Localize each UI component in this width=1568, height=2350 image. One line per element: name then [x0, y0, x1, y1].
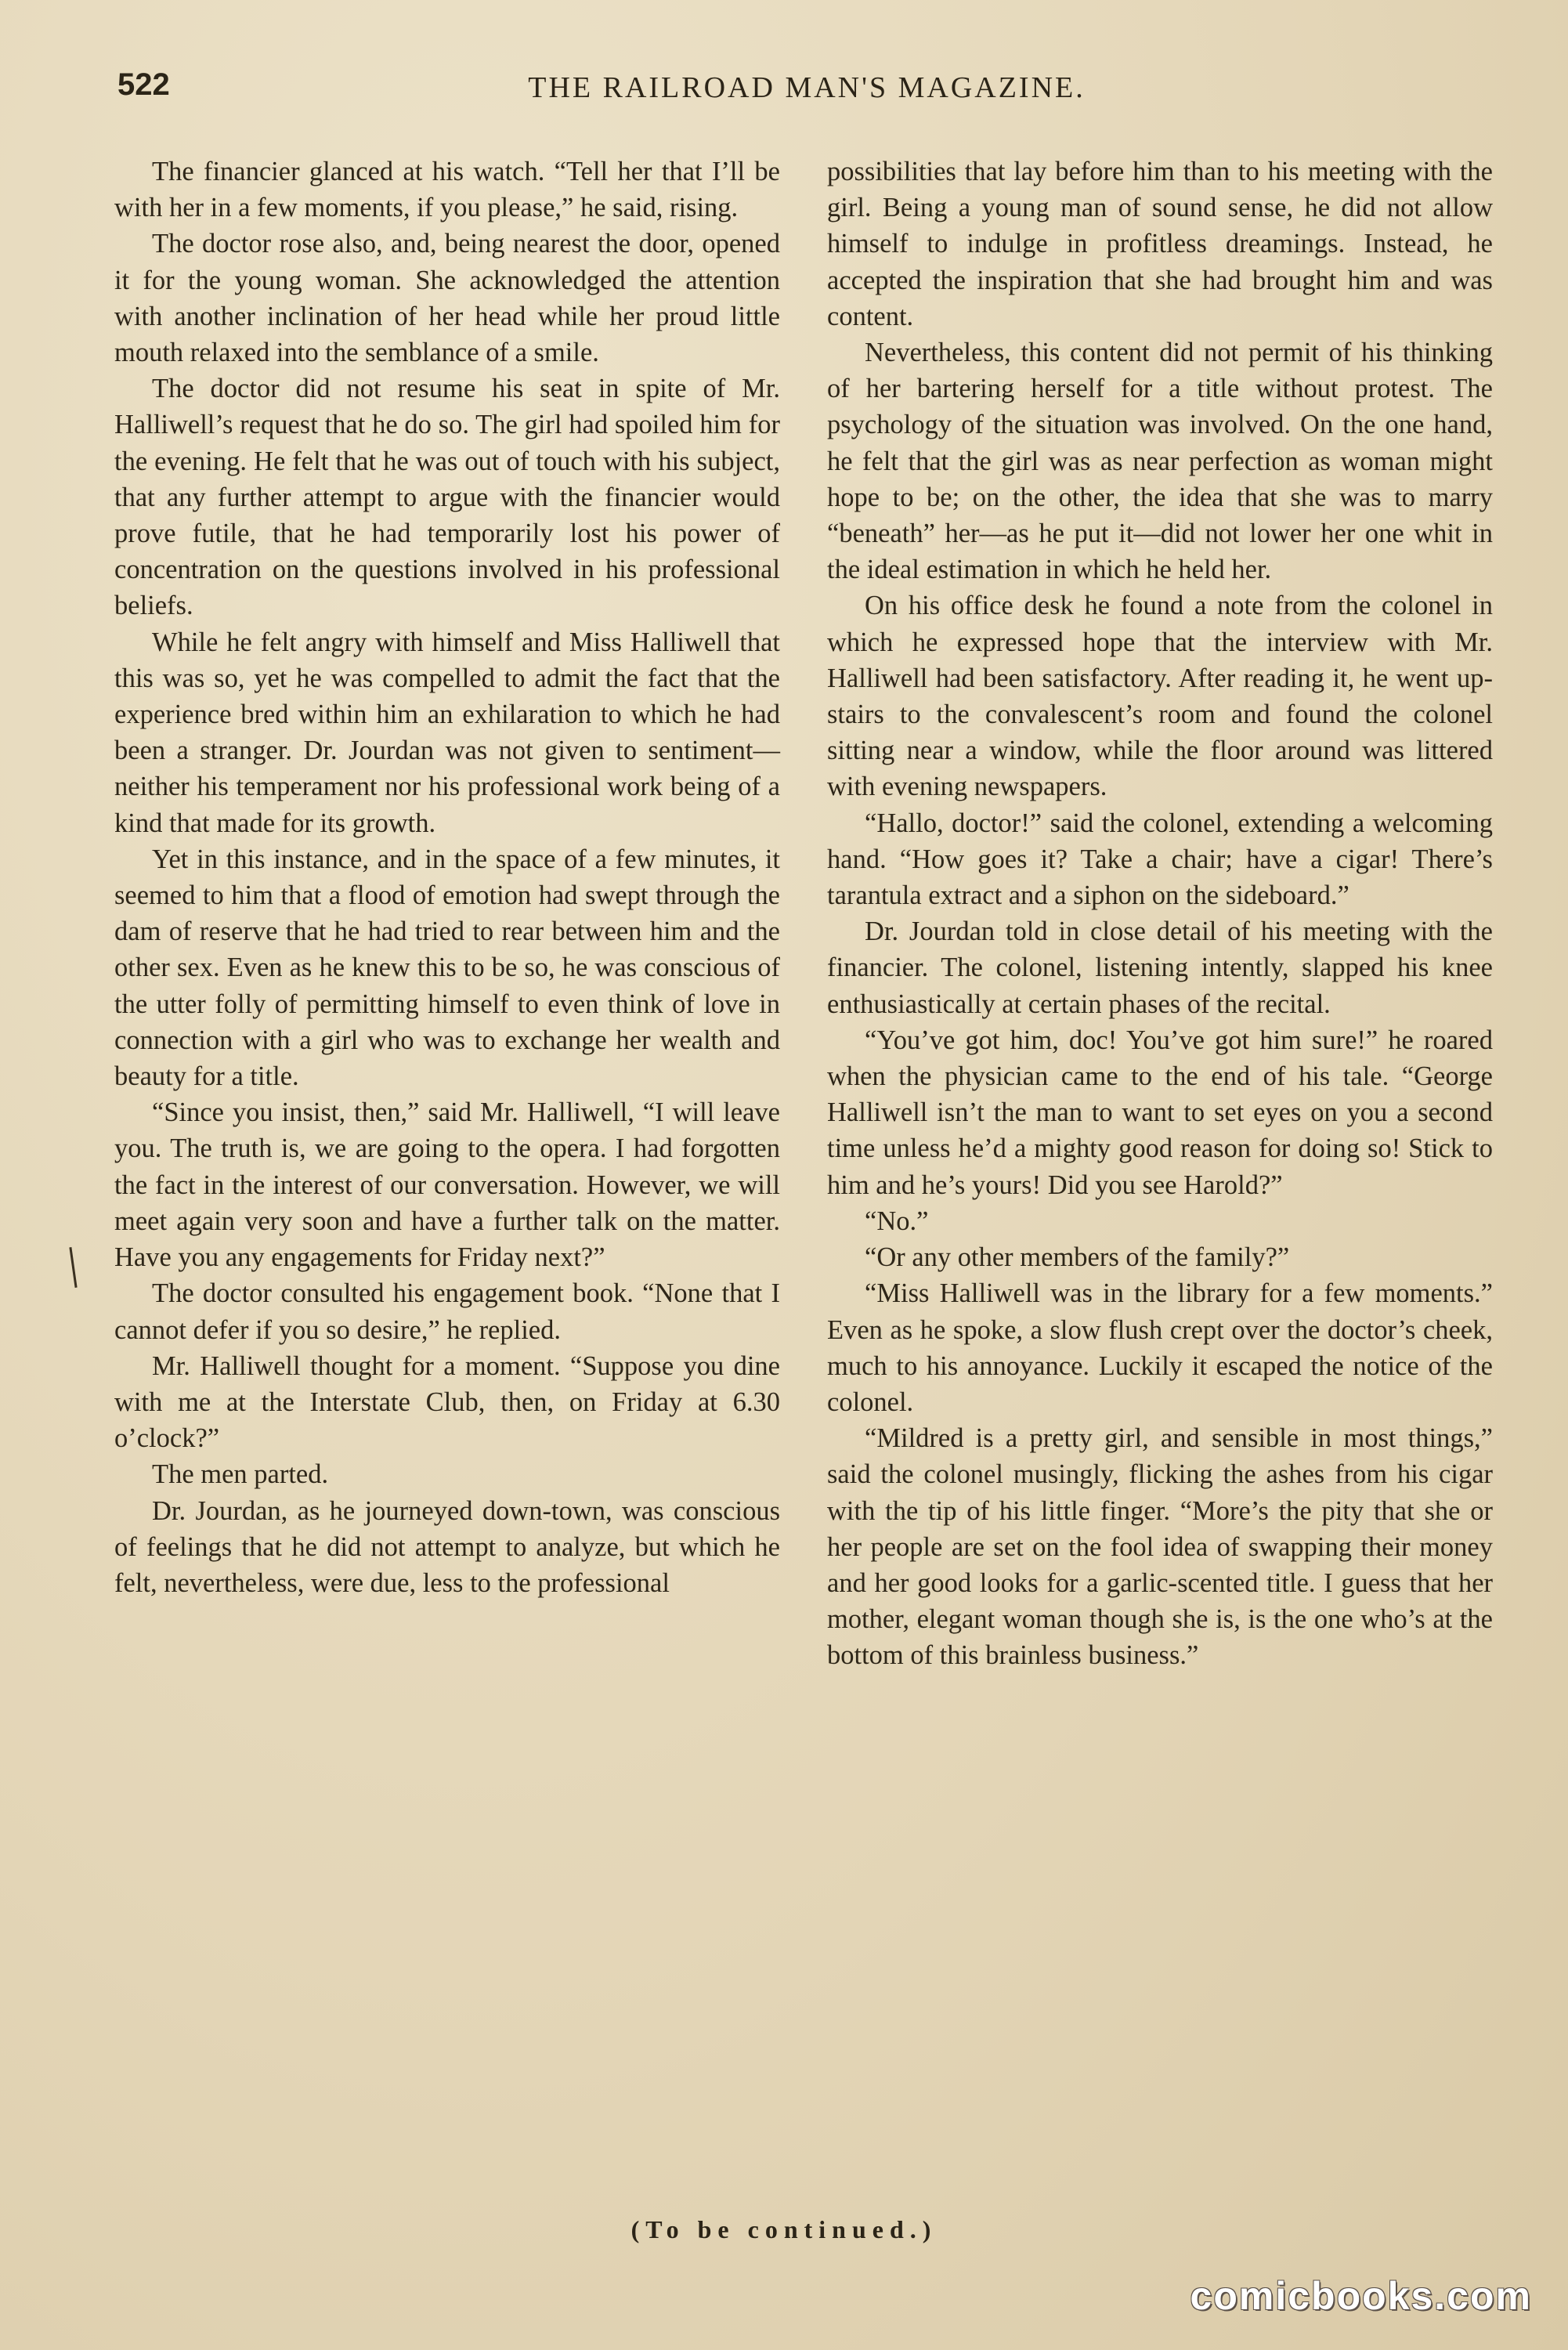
paragraph: “Since you insist, then,” said Mr. Halliwell, “I will leave you. The truth is, we are going to the opera. I had forgotten the fact in the interest of our conversation. However, we will meet again very soon and have a further talk on the matter. Have you any engagements for Friday next?”	[114, 1097, 780, 1273]
paragraph: Yet in this instance, and in the space of a few minutes, it seemed to him that a flood of emotion had swept through the dam of reserve that he had tried to rear between him and the other sex. Even as he knew this to be so, he was conscious of the utter folly of permitting himself to even think of love in connection with a girl who was to exchange her wealth and beauty for a title.	[114, 844, 780, 1092]
paragraph: Nevertheless, this content did not permit of his thinking of her bartering herself for a title without protest. The psychology of the situation was involved. On the one hand, he felt that the girl was as near perfection as woman might hope to be; on the other, the idea that she was to marry “beneath” her—as he put it—did not lower her one whit in the ideal estimation in which he held her.	[827, 338, 1493, 585]
paragraph: “Miss Halliwell was in the library for a few moments.” Even as he spoke, a slow flush crept over the doctor’s cheek, much to his annoyance. Luckily it escaped the notice of the colonel.	[827, 1278, 1493, 1417]
paragraph: “Mildred is a pretty girl, and sensible in most things,” said the colonel musingly, flicking the ashes from his cigar with the tip of his little finger. “More’s the pity that she or her people are set on the fool idea of swapping their money and her good looks for a garlic-scented title. I guess that her mother, elegant woman though she is, is the one who’s at the bottom of this brainless business.”	[827, 1423, 1493, 1671]
paragraph: Dr. Jourdan, as he journeyed down-town, was conscious of feelings that he did not attempt to analyze, but which he felt, nevertheless, were due, less to the professional	[114, 1495, 780, 1598]
paragraph: On his office desk he found a note from the colonel in which he expressed hope that the interview with Mr. Halliwell had been satisfactory. After reading it, he went upstairs to the convalescent’s room and found the colonel sitting near a window, while the floor around was littered with evening newspapers.	[827, 591, 1493, 802]
paragraph: “Hallo, doctor!” said the colonel, extending a welcoming hand. “How goes it? Take a chair; have a cigar! There’s tarantula extract and a siphon on the sideboard.”	[827, 808, 1493, 911]
right-column	[827, 154, 1493, 1674]
paragraph: Mr. Halliwell thought for a moment. “Suppose you dine with me at the Interstate Club, then, on Friday at 6.30 o’clock?”	[114, 1350, 780, 1454]
paragraph: Dr. Jourdan told in close detail of his meeting with the financier. The colonel, listening intently, slapped his knee enthusiastically at certain phases of the recital.	[827, 916, 1493, 1019]
paragraph: The financier glanced at his watch. “Tell her that I’ll be with her in a few moments, if you please,” he said, rising.	[114, 157, 780, 223]
paragraph: The doctor did not resume his seat in spite of Mr. Halliwell’s request that he do so. The girl had spoiled him for the evening. He felt that he was out of touch with his subject, that any further attempt to argue with the financier would prove futile, that he had temporarily lost his power of concentration on the questions involved in his professional beliefs.	[114, 374, 780, 621]
paragraph-continued: possibilities that lay before him than to his meeting with the girl. Being a young man of sound sense, he did not allow himself to indulge in profitless dreamings. Instead, he accepted the inspiration that she had brought him and was content.	[827, 157, 1493, 331]
page-header	[117, 67, 1496, 114]
left-column	[114, 154, 780, 1601]
watermark: comicbooks.com	[1190, 2274, 1532, 2318]
magazine-title: THE RAILROAD MAN'S MAGAZINE.	[528, 71, 1086, 104]
margin-pencil-mark	[69, 1247, 77, 1288]
paragraph: “No.”	[865, 1206, 929, 1236]
paragraph: The men parted.	[152, 1459, 329, 1490]
to-be-continued: (To be continued.)	[630, 2215, 938, 2243]
paragraph: While he felt angry with himself and Miss Halliwell that this was so, yet he was compelled to admit the fact that the experience bred within him an exhilaration to which he had been a stranger. Dr. Jourdan was not given to sentiment—neither his temperament nor his professional work being of a kind that made for its growth.	[114, 627, 780, 838]
paragraph: The doctor rose also, and, being nearest the door, opened it for the young woman. She acknowledged the attention with another inclination of her head while her proud little mouth relaxed into the semblance of a smile.	[114, 229, 780, 368]
paragraph: “You’ve got him, doc! You’ve got him sure!” he roared when the physician came to the end of his tale. “George Halliwell isn’t the man to want to set eyes on you a second time unless he’d a mighty good reason for doing so! Stick to him and he’s yours! Did you see Harold?”	[827, 1025, 1493, 1200]
paragraph: “Or any other members of the family?”	[865, 1242, 1290, 1273]
paragraph: The doctor consulted his engagement book. “None that I cannot defer if you so desire,” he replied.	[114, 1278, 780, 1345]
page-number: 522	[117, 67, 170, 102]
